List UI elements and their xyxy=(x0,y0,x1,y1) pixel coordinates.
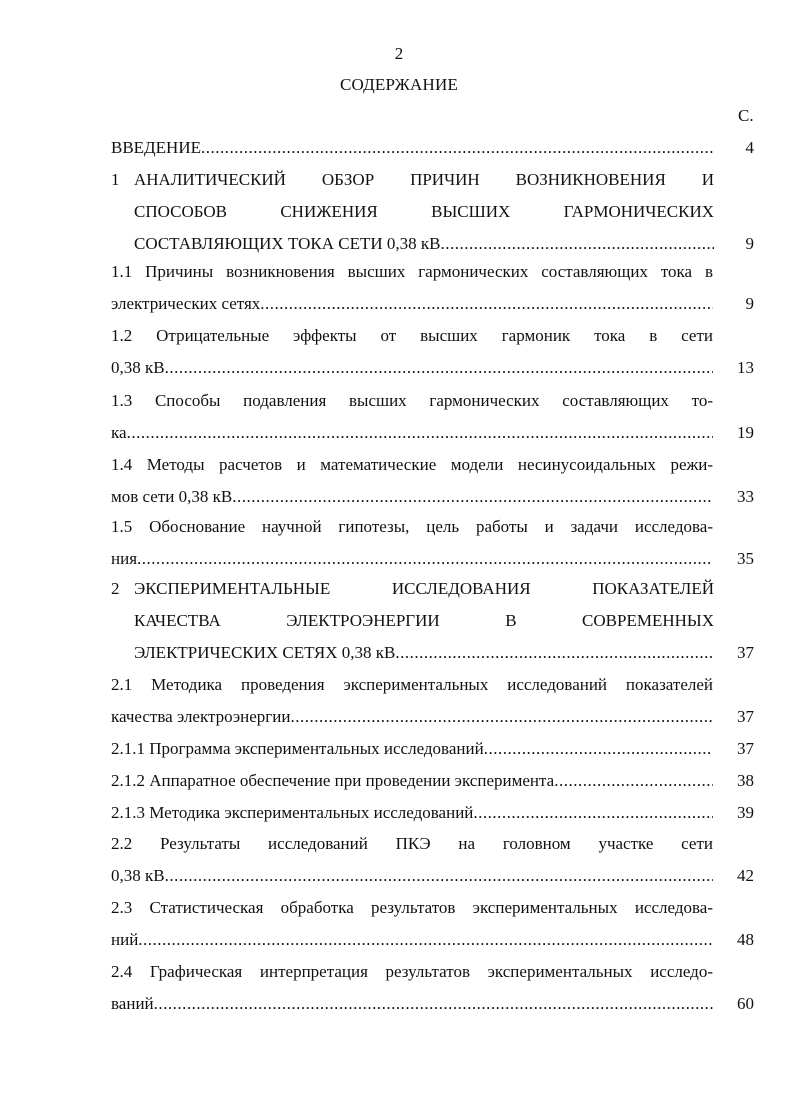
toc-entry-title: СОСТАВЛЯЮЩИХ ТОКА СЕТИ 0,38 кВ xyxy=(134,234,441,253)
toc-page-number: 37 xyxy=(737,643,754,662)
toc-entry-line: 1.2 Отрицательные эффекты от высших гармоник тока в сети xyxy=(111,326,713,345)
page-number: 2 xyxy=(394,44,404,63)
toc-entry-line xyxy=(111,801,713,825)
toc-leader-dots xyxy=(201,136,713,160)
toc-leader-dots xyxy=(473,801,713,825)
toc-chapter-number: 2 xyxy=(111,579,120,598)
toc-entry-title: электрических сетях xyxy=(111,294,261,313)
toc-leader-dots xyxy=(127,421,713,445)
toc-page-number: 9 xyxy=(745,294,754,313)
toc-entry-line xyxy=(111,928,713,952)
toc-entry-title: 0,38 кВ xyxy=(111,866,165,885)
toc-page-number: 37 xyxy=(737,739,754,758)
toc-leader-dots xyxy=(232,485,713,509)
toc-entry-title: мов сети 0,38 кВ xyxy=(111,487,233,506)
toc-entry-line: 2.1 Методика проведения экспериментальных исследований показателей xyxy=(111,675,713,694)
toc-entry-line xyxy=(111,421,713,445)
toc-entry-title: ВВЕДЕНИЕ xyxy=(111,138,201,157)
toc-page-number: 9 xyxy=(745,234,754,253)
toc-page-number: 42 xyxy=(737,866,754,885)
toc-leader-dots xyxy=(441,232,715,256)
toc-leader-dots xyxy=(395,641,714,665)
toc-entry-line xyxy=(111,769,713,793)
toc-entry-line xyxy=(111,705,713,729)
toc-page-number: 38 xyxy=(737,771,754,790)
toc-leader-dots xyxy=(554,769,713,793)
toc-entry-line xyxy=(111,992,713,1016)
toc-entry-title: качества электроэнергии xyxy=(111,707,291,726)
toc-entry-title: 2.1.2 Аппаратное обеспечение при проведении эксперимента xyxy=(111,771,555,790)
toc-entry-line xyxy=(111,737,713,761)
toc-entry-line: 2.4 Графическая интерпретация результатов экспериментальных исследо- xyxy=(111,962,713,981)
toc-entry-line xyxy=(134,232,714,256)
toc-page-number: 37 xyxy=(737,707,754,726)
toc-page-number: 35 xyxy=(737,549,754,568)
toc-entry-title: ний xyxy=(111,930,139,949)
toc-entry-title: ЭЛЕКТРИЧЕСКИХ СЕТЯХ 0,38 кВ xyxy=(134,643,396,662)
toc-entry-line: 1.5 Обоснование научной гипотезы, цель работы и задачи исследова- xyxy=(111,517,713,536)
toc-entry-line: КАЧЕСТВА ЭЛЕКТРОЭНЕРГИИ В СОВРЕМЕННЫХ xyxy=(134,611,714,630)
toc-entry-line xyxy=(111,292,713,316)
toc-entry-line xyxy=(111,864,713,888)
toc-leader-dots xyxy=(137,547,713,571)
toc-page-number: 48 xyxy=(737,930,754,949)
toc-leader-dots xyxy=(484,737,713,761)
toc-entry-line xyxy=(111,136,713,160)
toc-entry-line: 1.4 Методы расчетов и математические модели несинусоидальных режи- xyxy=(111,455,713,474)
toc-entry-line xyxy=(111,547,713,571)
page-title: СОДЕРЖАНИЕ xyxy=(339,75,459,94)
toc-page-number: 33 xyxy=(737,487,754,506)
toc-entry-line: 1.1 Причины возникновения высших гармонических составляющих тока в xyxy=(111,262,713,281)
page-column-label: С. xyxy=(738,106,754,125)
toc-entry-line: СПОСОБОВ СНИЖЕНИЯ ВЫСШИХ ГАРМОНИЧЕСКИХ xyxy=(134,202,714,221)
toc-entry-line xyxy=(111,485,713,509)
toc-leader-dots xyxy=(165,356,713,380)
toc-entry-line xyxy=(134,641,714,665)
toc-leader-dots xyxy=(138,928,713,952)
toc-entry-line: 2.2 Результаты исследований ПКЭ на головном участке сети xyxy=(111,834,713,853)
toc-entry-title: 2.1.3 Методика экспериментальных исследований xyxy=(111,803,474,822)
toc-leader-dots xyxy=(154,992,713,1016)
toc-entry-title: 0,38 кВ xyxy=(111,358,165,377)
toc-entry-line: АНАЛИТИЧЕСКИЙ ОБЗОР ПРИЧИН ВОЗНИКНОВЕНИЯ И xyxy=(134,170,714,189)
toc-entry-title: 2.1.1 Программа экспериментальных исследований xyxy=(111,739,484,758)
toc-entry-title: ния xyxy=(111,549,138,568)
toc-entry-line: 1.3 Способы подавления высших гармонических составляющих то- xyxy=(111,391,713,410)
toc-entry-line: ЭКСПЕРИМЕНТАЛЬНЫЕ ИССЛЕДОВАНИЯ ПОКАЗАТЕЛЕЙ xyxy=(134,579,714,598)
toc-chapter-number: 1 xyxy=(111,170,120,189)
toc-page-number: 19 xyxy=(737,423,754,442)
toc-entry-title: ка xyxy=(111,423,127,442)
toc-page-number: 39 xyxy=(737,803,754,822)
toc-entry-title: ваний xyxy=(111,994,154,1013)
toc-entry-line: 2.3 Статистическая обработка результатов экспериментальных исследова- xyxy=(111,898,713,917)
toc-leader-dots xyxy=(260,292,713,316)
toc-leader-dots xyxy=(165,864,713,888)
toc-page-number: 13 xyxy=(737,358,754,377)
toc-entry-line xyxy=(111,356,713,380)
toc-leader-dots xyxy=(290,705,713,729)
toc-page-number: 4 xyxy=(745,138,754,157)
toc-page-number: 60 xyxy=(737,994,754,1013)
